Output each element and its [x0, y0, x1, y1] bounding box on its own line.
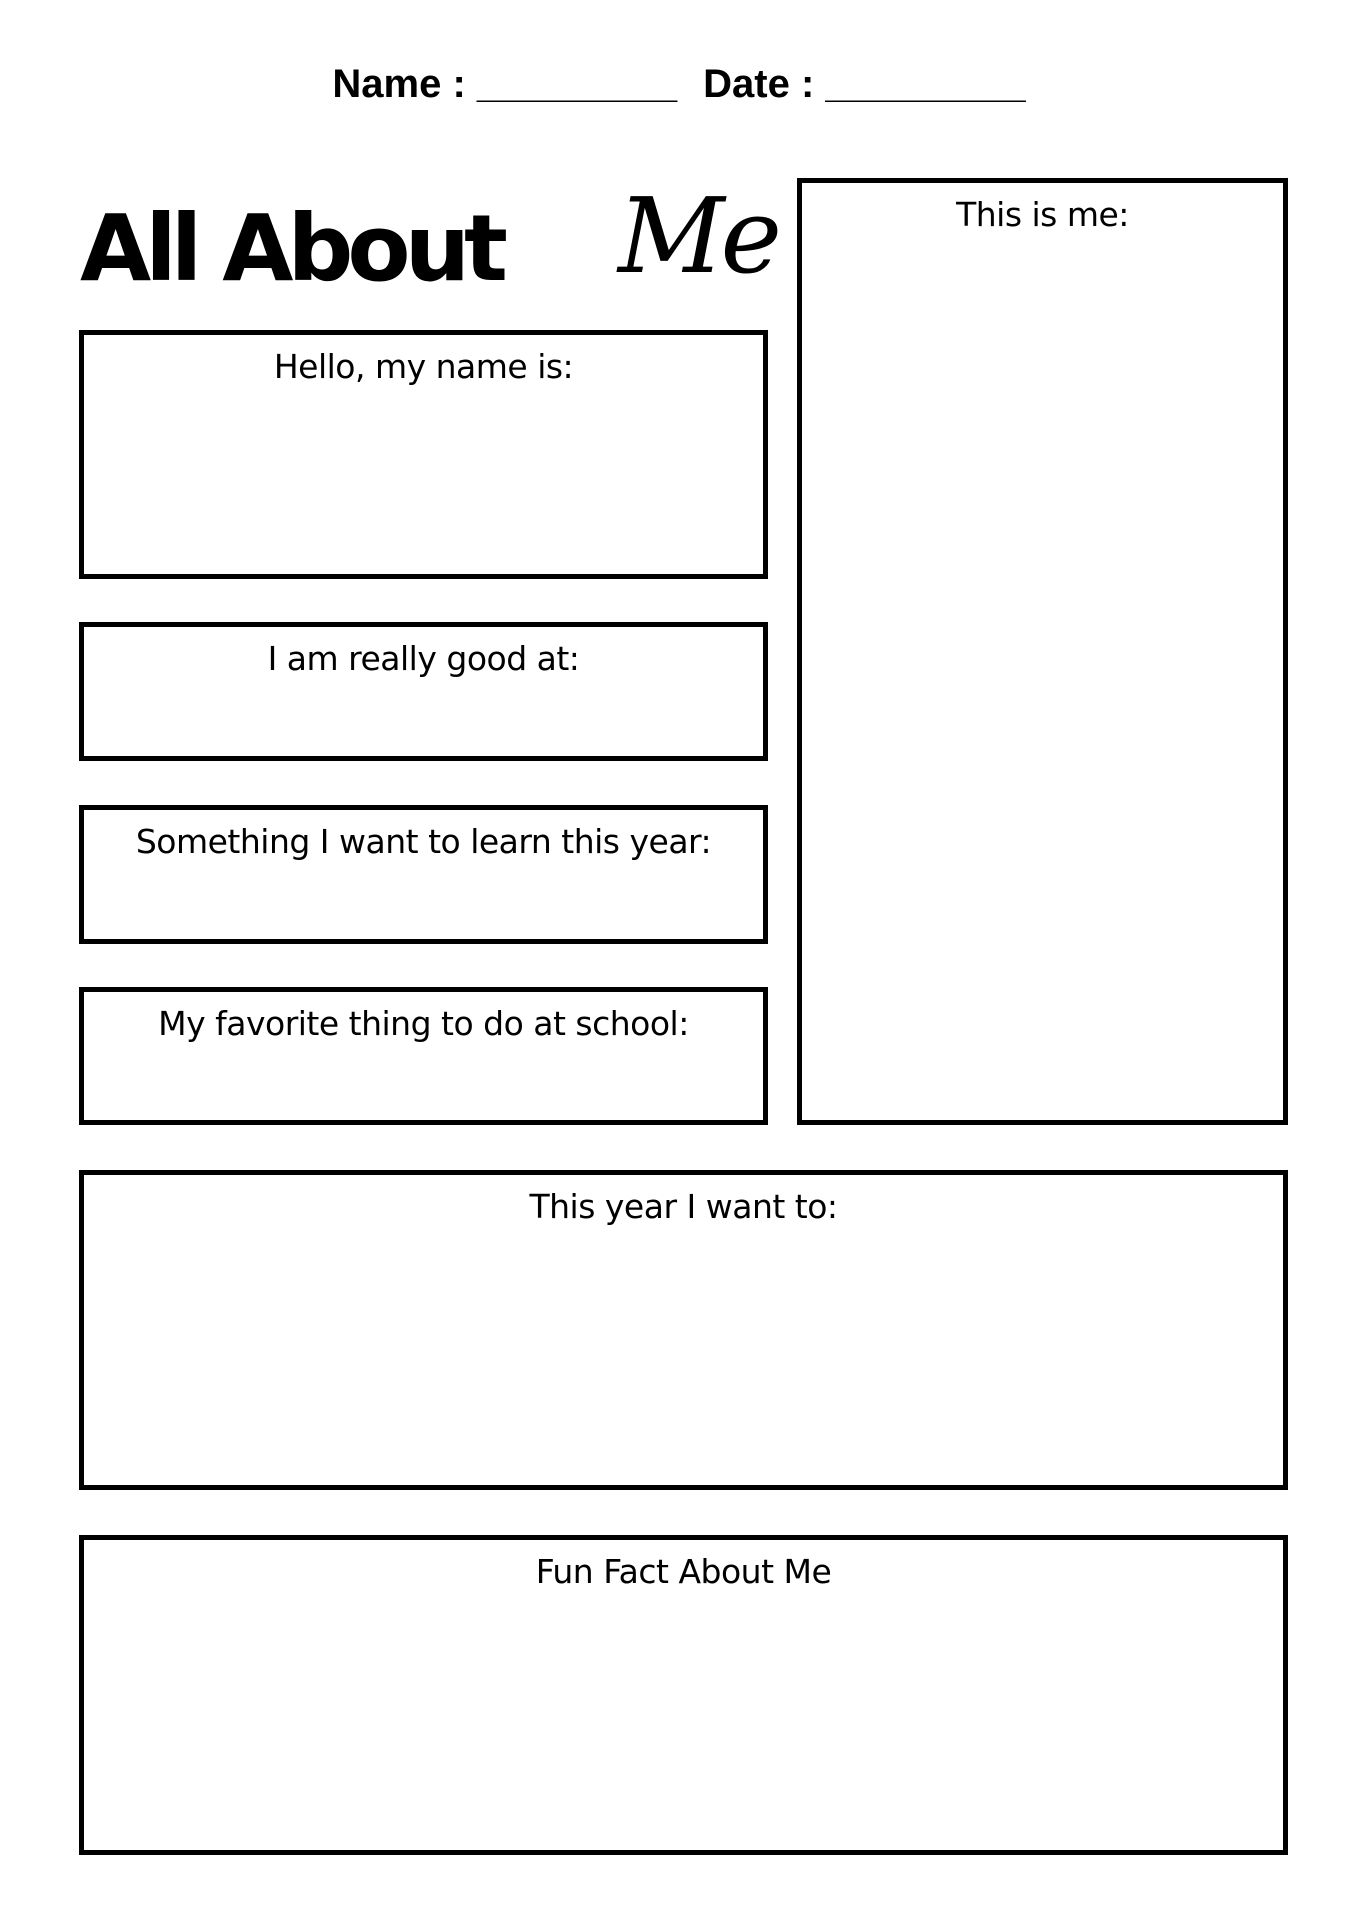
title-main-text: All About: [80, 195, 503, 302]
good-at-box-label: I am really good at:: [267, 639, 580, 678]
name-date-header: [0, 56, 1358, 112]
fun-fact-box[interactable]: [79, 1535, 1288, 1855]
title-script-text: Me: [618, 175, 779, 297]
fun-fact-label: Fun Fact About Me: [535, 1552, 832, 1591]
page-title: [80, 168, 780, 308]
name-field-label: Name : _________: [332, 62, 678, 106]
this-is-me-drawing-box[interactable]: [797, 178, 1288, 1125]
school-box-label: My favorite thing to do at school:: [158, 1004, 689, 1043]
learn-this-year-box[interactable]: [79, 805, 768, 944]
date-field-label: Date : _________: [703, 62, 1026, 106]
name-box[interactable]: [79, 330, 768, 579]
this-year-label: This year I want to:: [529, 1187, 838, 1226]
good-at-box[interactable]: [79, 622, 768, 761]
learn-box-label: Something I want to learn this year:: [135, 822, 712, 861]
name-box-label: Hello, my name is:: [273, 347, 574, 386]
this-is-me-label: This is me:: [956, 195, 1129, 234]
this-year-goal-box[interactable]: [79, 1170, 1288, 1490]
favorite-school-thing-box[interactable]: [79, 987, 768, 1125]
